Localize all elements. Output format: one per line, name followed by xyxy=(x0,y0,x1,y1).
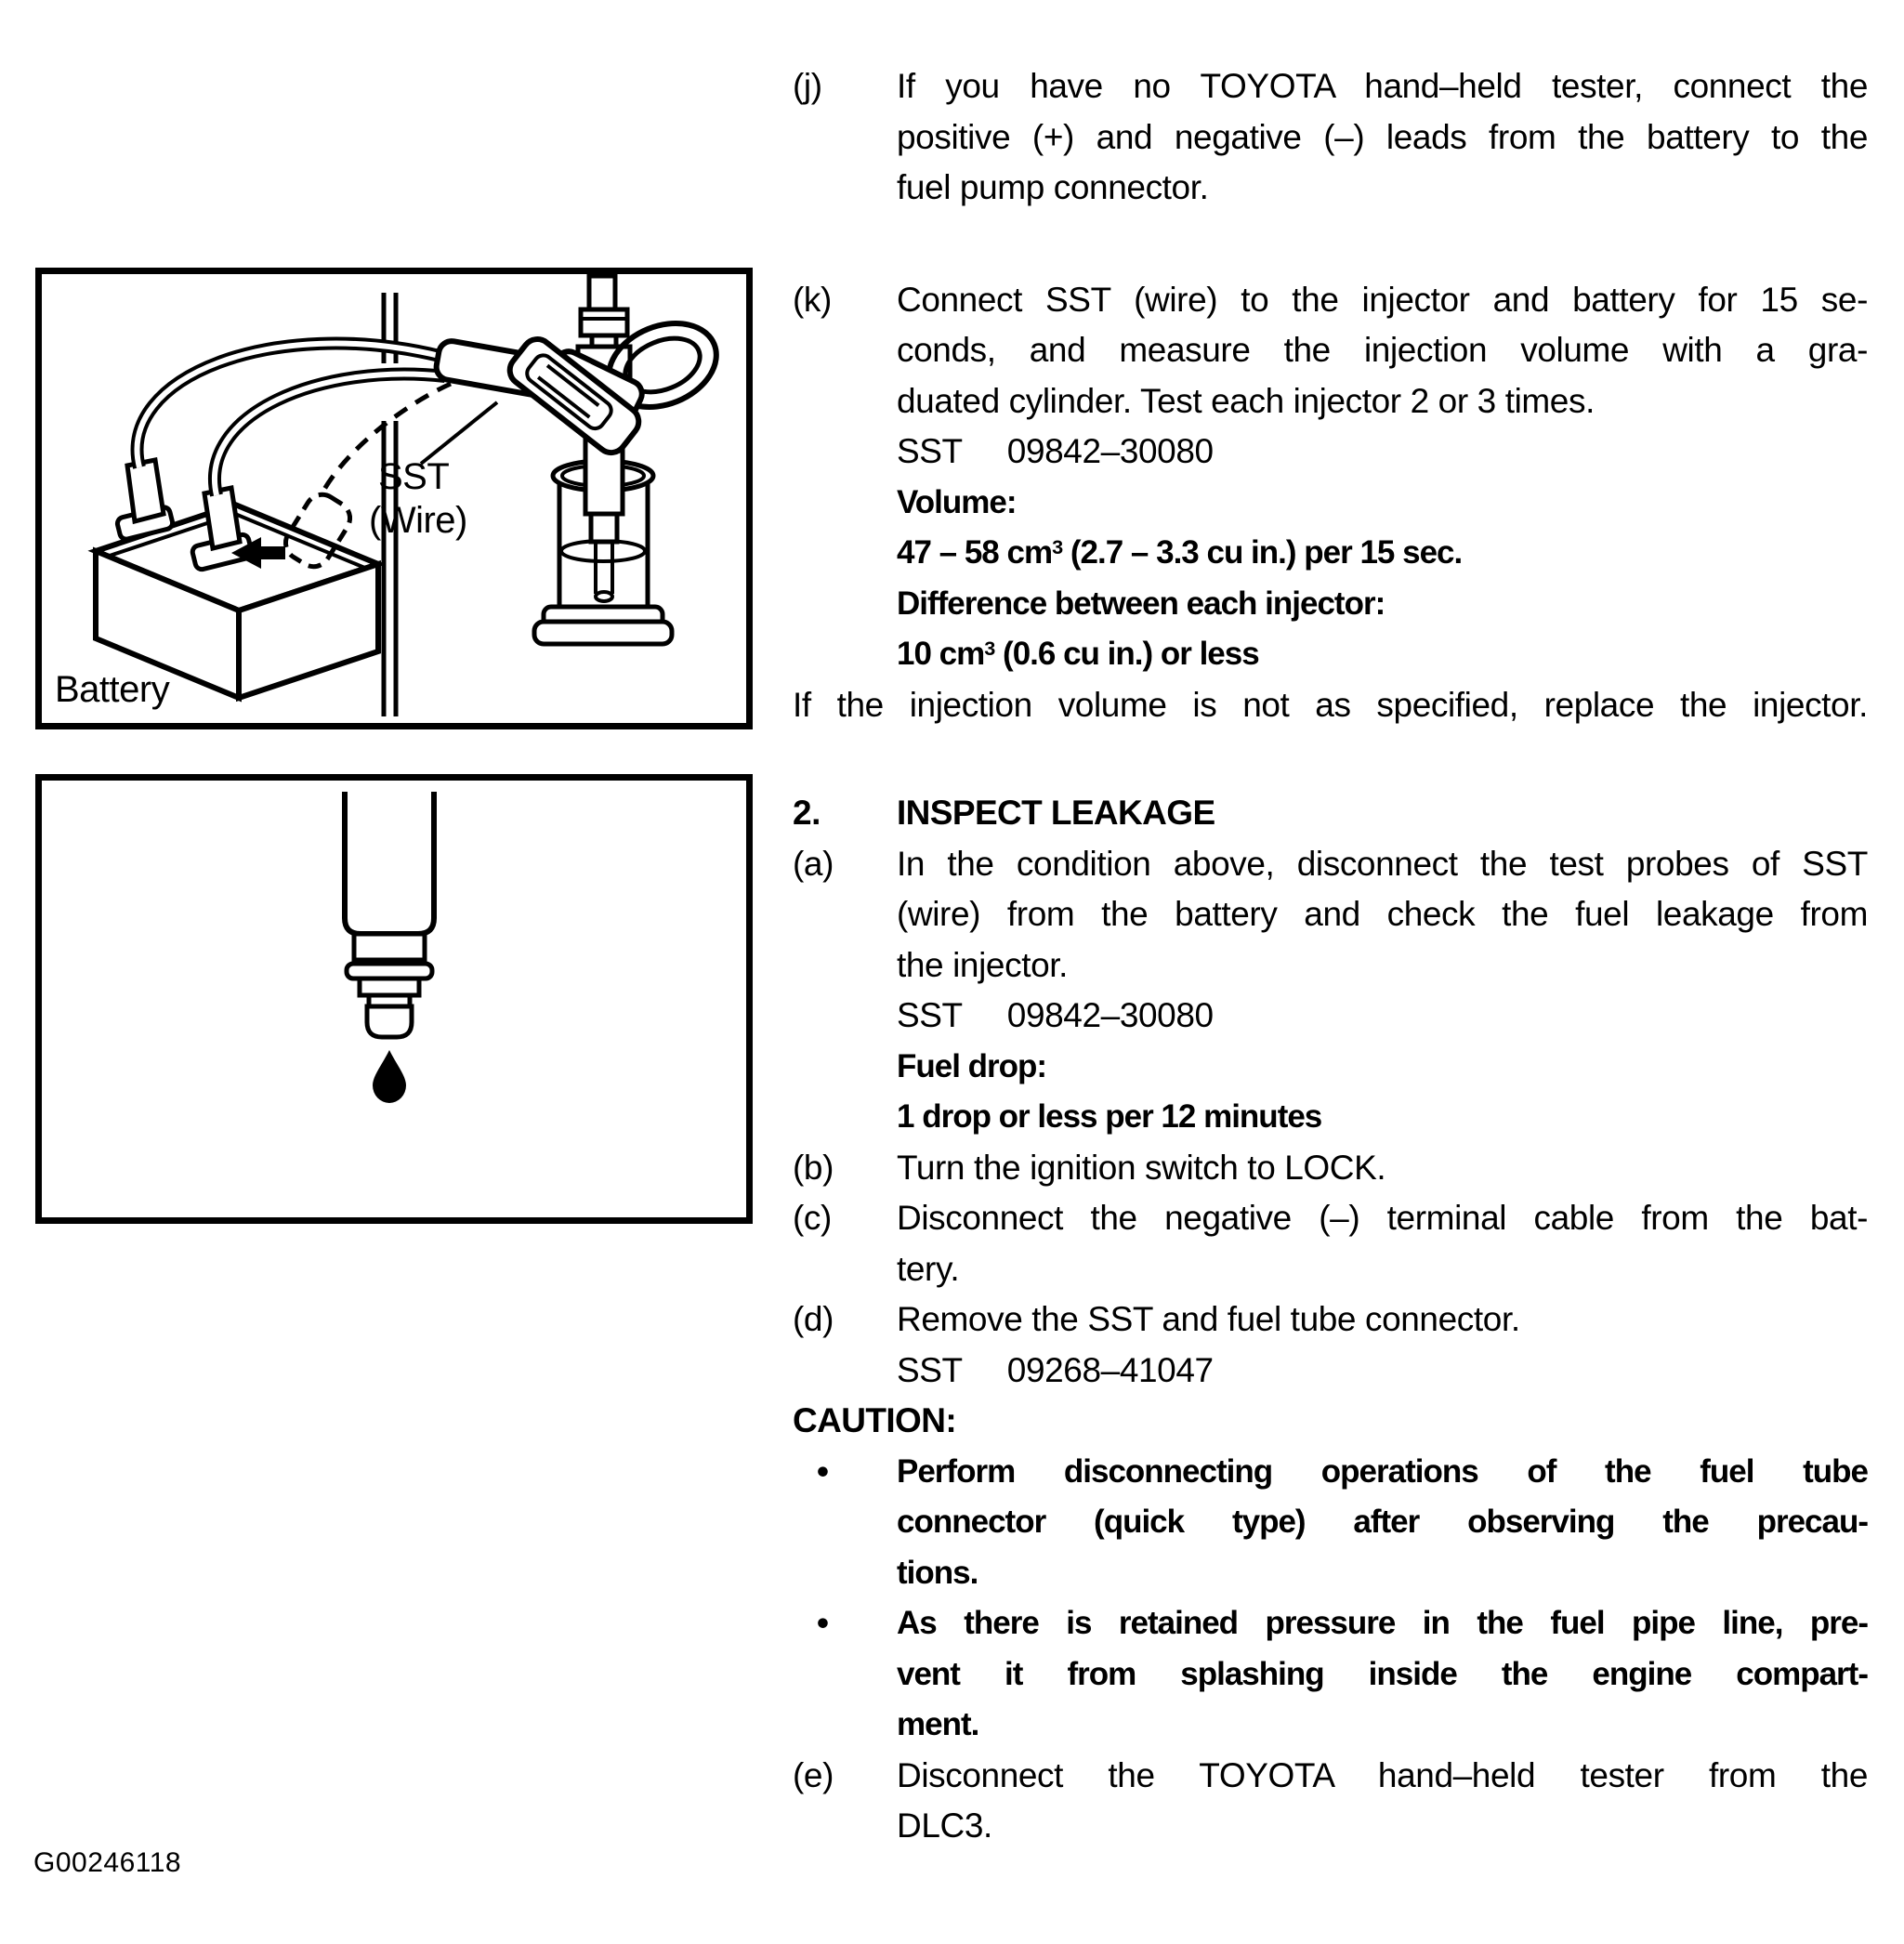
caution-bullet-1 xyxy=(793,1447,1868,1599)
caution-bullet-2 xyxy=(793,1598,1868,1751)
text-line: Turn the ignition switch to LOCK. xyxy=(897,1148,1386,1187)
step-j-label: (j) xyxy=(793,67,822,105)
sst-number: 09842–30080 xyxy=(1006,432,1214,470)
volume-heading: Volume: xyxy=(897,483,1017,520)
text-line: Remove the SST and fuel tube connector. xyxy=(897,1300,1520,1338)
step-a-label: (a) xyxy=(793,844,834,883)
figure-id-code: G00246118 xyxy=(33,1847,182,1878)
sst-part-number xyxy=(897,1346,1868,1397)
caution-heading: CAUTION: xyxy=(793,1401,957,1439)
text-line: Disconnect the TOYOTA hand–held tester from the xyxy=(897,1755,1868,1794)
bullet-icon: • xyxy=(817,1604,829,1642)
section-2-heading xyxy=(793,788,1868,839)
section-title: INSPECT LEAKAGE xyxy=(897,794,1215,832)
spec-text: 47 – 58 cm xyxy=(897,534,1053,571)
spec-text: (2.7 – 3.3 cu in.) per 15 sec. xyxy=(1062,534,1463,571)
text-line: connector (quick type) after observing the precau- xyxy=(897,1504,1868,1540)
step-b xyxy=(793,1143,1868,1194)
text-line: DLC3. xyxy=(897,1806,992,1845)
text-line: the injector. xyxy=(897,945,1069,984)
text-line: In the condition above, disconnect the test probes of SST xyxy=(897,844,1868,883)
fuel-drop-spec: 1 drop or less per 12 minutes xyxy=(897,1098,1322,1135)
sst-wire-label-line1: SST xyxy=(378,456,450,497)
step-k-label: (k) xyxy=(793,280,832,319)
fuel-drop-heading: Fuel drop: xyxy=(897,1047,1047,1084)
text-line: conds, and measure the injection volume with a gra- xyxy=(897,331,1868,369)
step-a xyxy=(793,839,1868,1143)
text-line: fuel pump connector. xyxy=(897,168,1209,206)
text-line: positive (+) and negative (–) leads from the battery to the xyxy=(897,117,1868,156)
battery-label: Battery xyxy=(55,669,170,710)
step-e xyxy=(793,1751,1868,1852)
sst-wire-label-line2: (Wire) xyxy=(369,500,467,541)
text-line: tery. xyxy=(897,1249,960,1288)
sst-label-pointer xyxy=(421,402,497,464)
spec-text: 10 cm xyxy=(897,636,985,672)
instructions xyxy=(793,61,1868,1852)
text-line: If you have no TOYOTA hand–held tester, connect the xyxy=(897,67,1868,105)
bullet-icon: • xyxy=(817,1451,829,1491)
volume-spec xyxy=(897,528,1868,579)
text-line: Perform disconnecting operations of the fuel tube xyxy=(897,1452,1868,1490)
step-c-label: (c) xyxy=(793,1199,832,1237)
figure-injector-fuel-drop xyxy=(35,774,753,1224)
sst-number: 09268–41047 xyxy=(1006,1350,1214,1389)
text-line: ment. xyxy=(897,1706,979,1742)
text-line: As there is retained pressure in the fuel pipe line, pre- xyxy=(897,1605,1868,1641)
sst-label: SST xyxy=(897,996,963,1034)
step-c xyxy=(793,1193,1868,1294)
step-d-label: (d) xyxy=(793,1300,834,1338)
difference-spec xyxy=(897,629,1868,680)
superscript: 3 xyxy=(984,637,995,661)
note-replace-injector: If the injection volume is not as specified, replace the injector. xyxy=(793,685,1868,724)
step-e-label: (e) xyxy=(793,1755,834,1794)
sst-label: SST xyxy=(897,1350,963,1389)
fuel-drop-icon xyxy=(373,1050,406,1103)
text-line: Disconnect the negative (–) terminal cable from the bat- xyxy=(897,1199,1868,1237)
text-line: duated cylinder. Test each injector 2 or 3 times. xyxy=(897,381,1595,420)
battery-clip-positive xyxy=(116,460,174,541)
spec-text: (0.6 cu in.) or less xyxy=(994,636,1259,672)
figure-battery-sst-setup xyxy=(35,268,753,729)
injector-drop-illustration xyxy=(42,781,746,1217)
superscript: 3 xyxy=(1052,535,1063,559)
difference-heading: Difference between each injector: xyxy=(897,585,1385,622)
sst-part-number xyxy=(897,427,1868,478)
section-number: 2. xyxy=(793,794,821,832)
text-line: Connect SST (wire) to the injector and battery for 15 se- xyxy=(897,280,1868,319)
text-line: (wire) from the battery and check the fuel leakage from xyxy=(897,895,1868,933)
text-line: tions. xyxy=(897,1554,978,1591)
battery-sst-illustration xyxy=(42,274,746,723)
sst-label: SST xyxy=(897,432,963,470)
step-j xyxy=(793,61,1868,214)
sst-part-number xyxy=(897,991,1868,1042)
step-b-label: (b) xyxy=(793,1148,834,1187)
step-k xyxy=(793,275,1868,680)
step-d xyxy=(793,1294,1868,1396)
injector-nozzle xyxy=(345,792,434,1037)
sst-number: 09842–30080 xyxy=(1006,996,1214,1034)
text-line: vent it from splashing inside the engine compart- xyxy=(897,1655,1868,1692)
